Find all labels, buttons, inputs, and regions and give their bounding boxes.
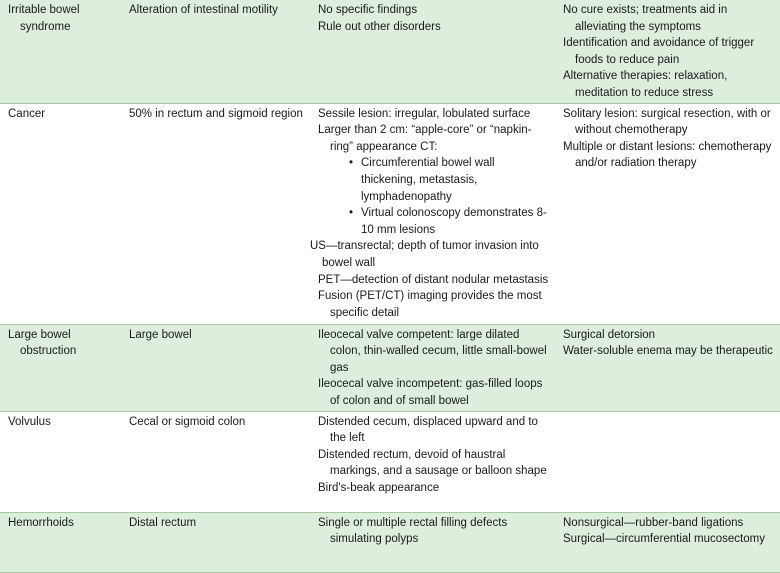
treatment-cell xyxy=(555,103,780,324)
finding-item: PET—detection of distant nodular metastasis xyxy=(318,273,549,286)
location-cell xyxy=(121,411,310,512)
finding-item: Larger than 2 cm: “apple-core” or “napkin-ring” appearance CT: xyxy=(318,124,532,153)
treatment-cell xyxy=(555,324,780,411)
findings-cell xyxy=(310,0,555,103)
disease-cell xyxy=(0,411,121,512)
treatment-item: Identification and avoidance of trigger foods to reduce pain xyxy=(563,37,755,66)
finding-item: Fusion (PET/CT) imaging provides the most specific detail xyxy=(318,290,542,319)
location-text: Distal rectum xyxy=(129,516,197,529)
treatment-item: Multiple or distant lesions: chemotherapy and/or radiation therapy xyxy=(563,140,772,170)
location-cell xyxy=(121,0,310,103)
disease-name: Hemorrhoids xyxy=(8,516,74,529)
location-text: Alteration of intestinal motility xyxy=(129,4,278,16)
table-row xyxy=(0,411,780,512)
findings-cell xyxy=(310,411,555,512)
finding-item: Sessile lesion: irregular, lobulated surface xyxy=(318,107,531,120)
finding-bullet-list xyxy=(318,155,551,238)
finding-item: Ileocecal valve competent: large dilated colon, thin-walled cecum, little small-bowel gas xyxy=(318,328,547,374)
disease-cell xyxy=(0,103,121,324)
bullet-text: Virtual colonoscopy demonstrates 8-10 mm lesions xyxy=(361,207,547,236)
table-row xyxy=(0,324,780,411)
disease-name: Volvulus xyxy=(8,415,51,428)
disease-name: Cancer xyxy=(8,107,46,120)
finding-item: Single or multiple rectal filling defects simulating polyps xyxy=(318,516,508,546)
bullet-text: Circumferential bowel wall thickening, metastasis, lymphadenopathy xyxy=(361,157,495,203)
disease-cell xyxy=(0,512,121,572)
table-row xyxy=(0,0,780,103)
list-item xyxy=(349,155,551,205)
list-item xyxy=(349,205,551,238)
treatment-item: Alternative therapies: relaxation, meditation to reduce stress xyxy=(563,70,728,99)
location-text: Cecal or sigmoid colon xyxy=(129,415,246,428)
bullet-icon: • xyxy=(349,157,354,170)
bullet-icon: • xyxy=(349,207,354,220)
findings-cell xyxy=(310,512,555,572)
finding-item: US—transrectal; depth of tumor invasion into bowel wall xyxy=(310,240,539,269)
finding-item: Rule out other disorders xyxy=(318,20,441,33)
treatment-item: Surgical—circumferential mucosectomy xyxy=(563,533,765,546)
findings-cell xyxy=(310,103,555,324)
location-cell xyxy=(121,512,310,572)
treatment-item: Surgical detorsion xyxy=(563,328,656,341)
disease-cell xyxy=(0,0,121,103)
treatment-item: Water-soluble enema may be therapeutic xyxy=(563,345,773,358)
finding-item: Bird's-beak appearance xyxy=(318,481,440,494)
treatment-cell xyxy=(555,411,780,512)
finding-item: Ileocecal valve incompetent: gas-filled loops of colon and of small bowel xyxy=(318,378,543,407)
disease-name: Irritable bowel syndrome xyxy=(8,4,80,33)
table-row xyxy=(0,512,780,572)
location-text: Large bowel xyxy=(129,328,192,341)
finding-item: Distended rectum, devoid of haustral markings, and a sausage or balloon shape xyxy=(318,448,547,478)
location-cell xyxy=(121,103,310,324)
finding-item: Distended cecum, displaced upward and to the left xyxy=(318,415,538,445)
treatment-item: Nonsurgical—rubber-band ligations xyxy=(563,516,744,529)
treatment-item: Solitary lesion: surgical resection, with or without chemotherapy xyxy=(563,107,771,137)
treatment-cell xyxy=(555,512,780,572)
disease-name: Large bowel obstruction xyxy=(8,328,77,358)
treatment-cell xyxy=(555,0,780,103)
table-row xyxy=(0,103,780,324)
treatment-item: No cure exists; treatments aid in alleviating the symptoms xyxy=(563,4,728,33)
location-cell xyxy=(121,324,310,411)
disease-cell xyxy=(0,324,121,411)
finding-item: No specific findings xyxy=(318,4,418,16)
location-text: 50% in rectum and sigmoid region xyxy=(129,107,303,120)
findings-cell xyxy=(310,324,555,411)
